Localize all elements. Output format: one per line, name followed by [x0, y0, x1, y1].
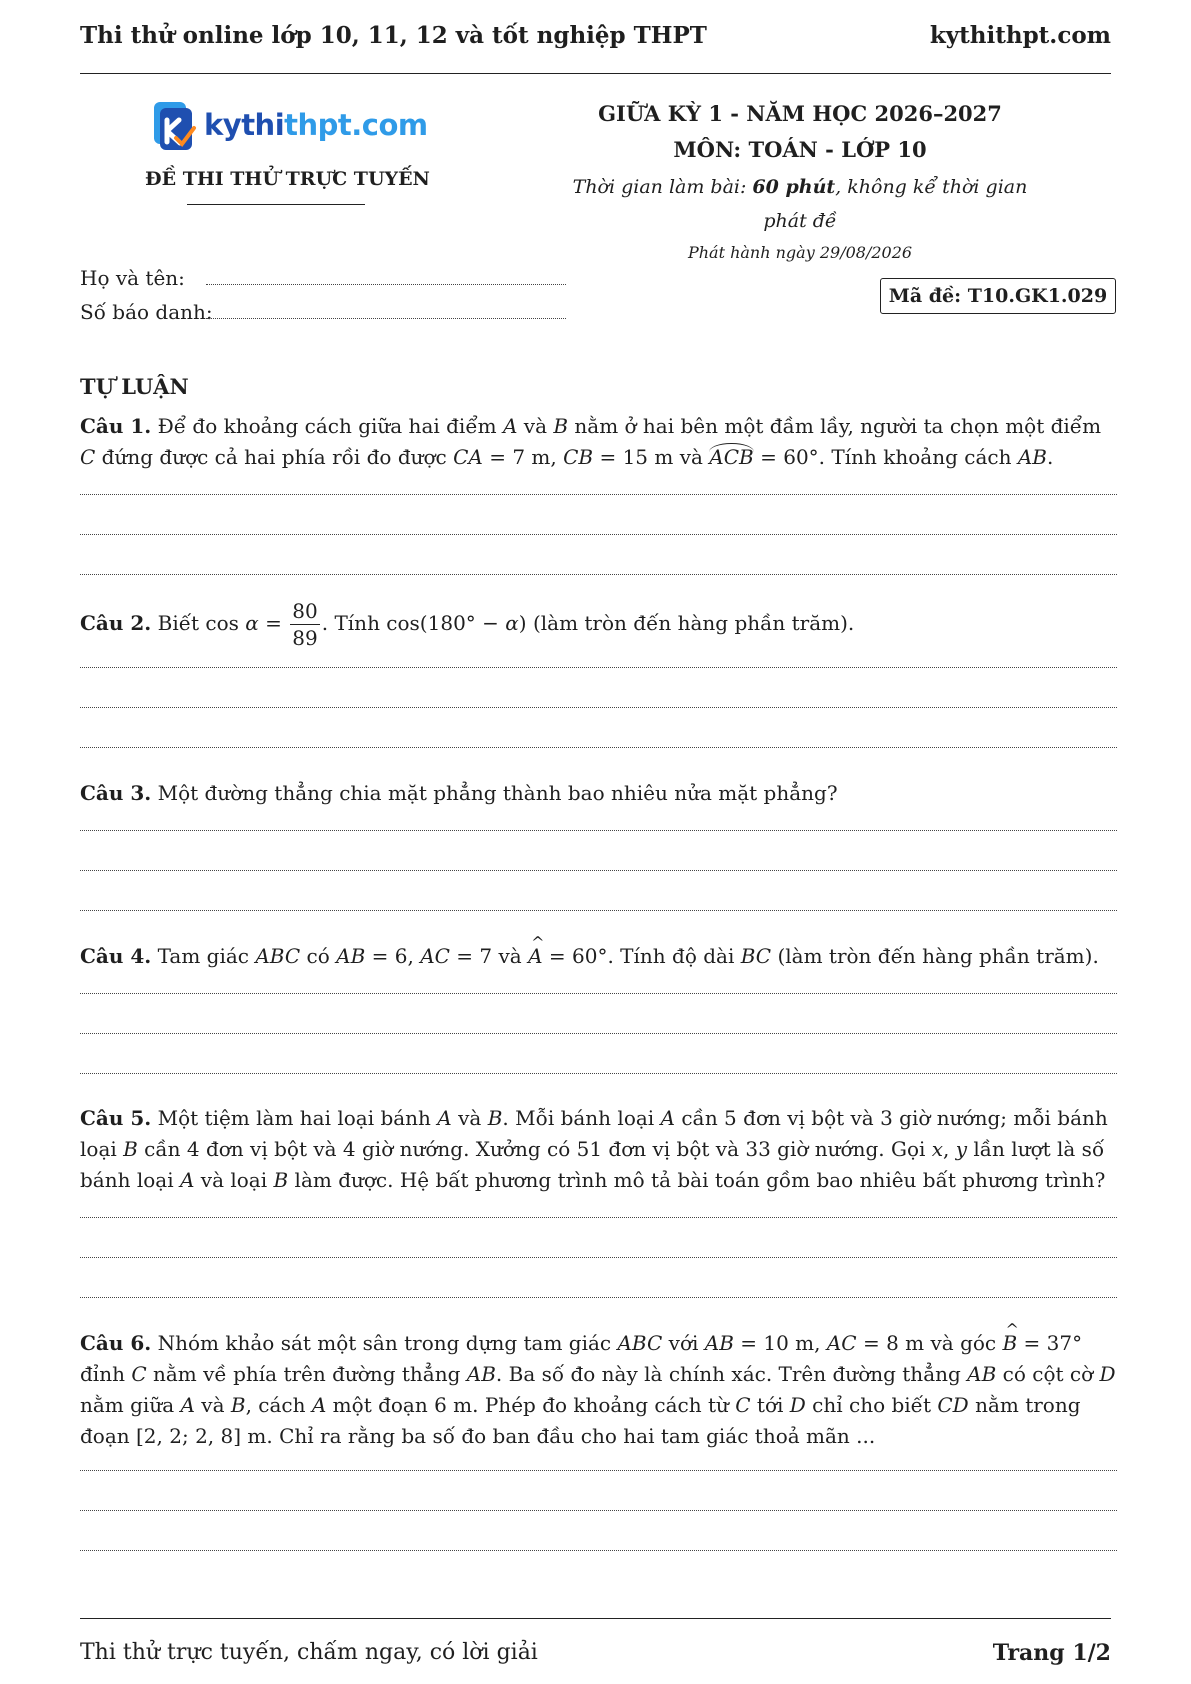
answer-line[interactable] — [80, 667, 1117, 668]
exam-kind-underline — [187, 204, 365, 205]
name-label: Họ và tên: — [80, 266, 185, 290]
question-label: Câu 4. — [80, 944, 152, 968]
question-text: Một đường thẳng chia mặt phẳng thành bao nhiêu nửa mặt phẳng? — [157, 781, 838, 805]
answer-line[interactable] — [80, 1297, 1117, 1298]
question-2: Câu 2. Biết cos α = $\frac{80}{89}$ . Tính cos(180° − α) (làm tròn đến hàng phần trăm). — [80, 599, 855, 650]
exam-duration: Thời gian làm bài: 60 phút, không kể thời gian phát đề — [572, 176, 1028, 232]
exam-kind-label: ĐỀ THI THỬ TRỰC TUYẾN — [145, 168, 430, 190]
exam-code-badge: Mã đề: T10.GK1.029 — [880, 278, 1116, 314]
footer-divider — [80, 1618, 1111, 1619]
question-4: Câu 4. Tam giác ABC có AB = 6, AC = 7 và ^ A = 60°. Tính độ dài BC (làm tròn đến hàng phần trăm). — [80, 941, 1117, 972]
answer-line[interactable] — [80, 870, 1117, 871]
exam-release-date: Phát hành ngày 29/08/2026 — [687, 243, 913, 262]
answer-line[interactable] — [80, 1470, 1117, 1471]
answer-line[interactable] — [80, 910, 1117, 911]
answer-line[interactable] — [80, 707, 1117, 708]
question-label: Câu 1. — [80, 414, 152, 438]
answer-line[interactable] — [80, 1550, 1117, 1551]
logo-icon — [152, 100, 198, 152]
site-logo — [152, 100, 428, 160]
footer-tagline: Thi thử trực tuyến, chấm ngay, có lời giải — [80, 1640, 538, 1665]
answer-line[interactable] — [80, 574, 1117, 575]
header-site-link[interactable]: kythithpt.com — [929, 22, 1111, 49]
question-label: Câu 5. — [80, 1106, 152, 1130]
answer-line[interactable] — [80, 1510, 1117, 1511]
exam-title: GIỮA KỲ 1 - NĂM HỌC 2026–2027 — [598, 101, 1002, 126]
question-6: Câu 6. Nhóm khảo sát một sân trong dựng tam giác ABC với AB = 10 m, AC = 8 m và góc ^ B = 37° đỉnh C nằm về phía trên đường thẳng AB. Ba số đo này là chính xác. Trên đường thẳng AB có cột cờ D nằm giữa A và B, cách A một đoạn 6 m. Phép đo khoảng cách từ C tới D chỉ cho biết CD nằm trong đoạn [2, 2; 2, 8] m. Chỉ ra rằng ba số đo ban đầu cho hai tam giác thoả mãn ... — [80, 1328, 1117, 1452]
question-5: Câu 5. Một tiệm làm hai loại bánh A và B. Mỗi bánh loại A cần 5 đơn vị bột và 3 giờ nướng; mỗi bánh loại B cần 4 đơn vị bột và 4 giờ nướng. Xưởng có 51 đơn vị bột và 33 giờ nướng. Gọi x, y lần lượt là số bánh loại A và loại B làm được. Hệ bất phương trình mô tả bài toán gồm bao nhiêu bất phương trình? — [80, 1106, 1108, 1192]
question-1: Câu 1. Để đo khoảng cách giữa hai điểm A và B nằm ở hai bên một đầm lầy, người ta chọn một điểm C đứng được cả hai phía rồi đo được CA = 7 m, CB = 15 m và ACB = 60°. Tính khoảng cách AB. — [80, 414, 1102, 469]
answer-line[interactable] — [80, 534, 1117, 535]
id-field[interactable] — [206, 302, 566, 319]
question-label: Câu 2. — [80, 611, 152, 635]
header-divider — [80, 73, 1111, 74]
page-number: Trang 1/2 — [992, 1640, 1111, 1666]
answer-line[interactable] — [80, 1033, 1117, 1034]
id-label: Số báo danh: — [80, 300, 213, 324]
answer-line[interactable] — [80, 1073, 1117, 1074]
answer-line[interactable] — [80, 830, 1117, 831]
answer-line[interactable] — [80, 1217, 1117, 1218]
question-label: Câu 6. — [80, 1331, 152, 1355]
question-label: Câu 3. — [80, 781, 152, 805]
answer-line[interactable] — [80, 1257, 1117, 1258]
exam-subject: MÔN: TOÁN - LỚP 10 — [673, 137, 927, 162]
logo-wordmark: kythithpt.com — [204, 108, 428, 142]
answer-line[interactable] — [80, 993, 1117, 994]
exam-info — [560, 96, 1040, 268]
name-field[interactable] — [206, 268, 566, 285]
section-title: TỰ LUẬN — [80, 374, 189, 399]
answer-line[interactable] — [80, 494, 1117, 495]
header-left-text: Thi thử online lớp 10, 11, 12 và tốt nghiệp THPT — [80, 22, 707, 49]
question-3 — [80, 778, 1117, 809]
answer-line[interactable] — [80, 747, 1117, 748]
